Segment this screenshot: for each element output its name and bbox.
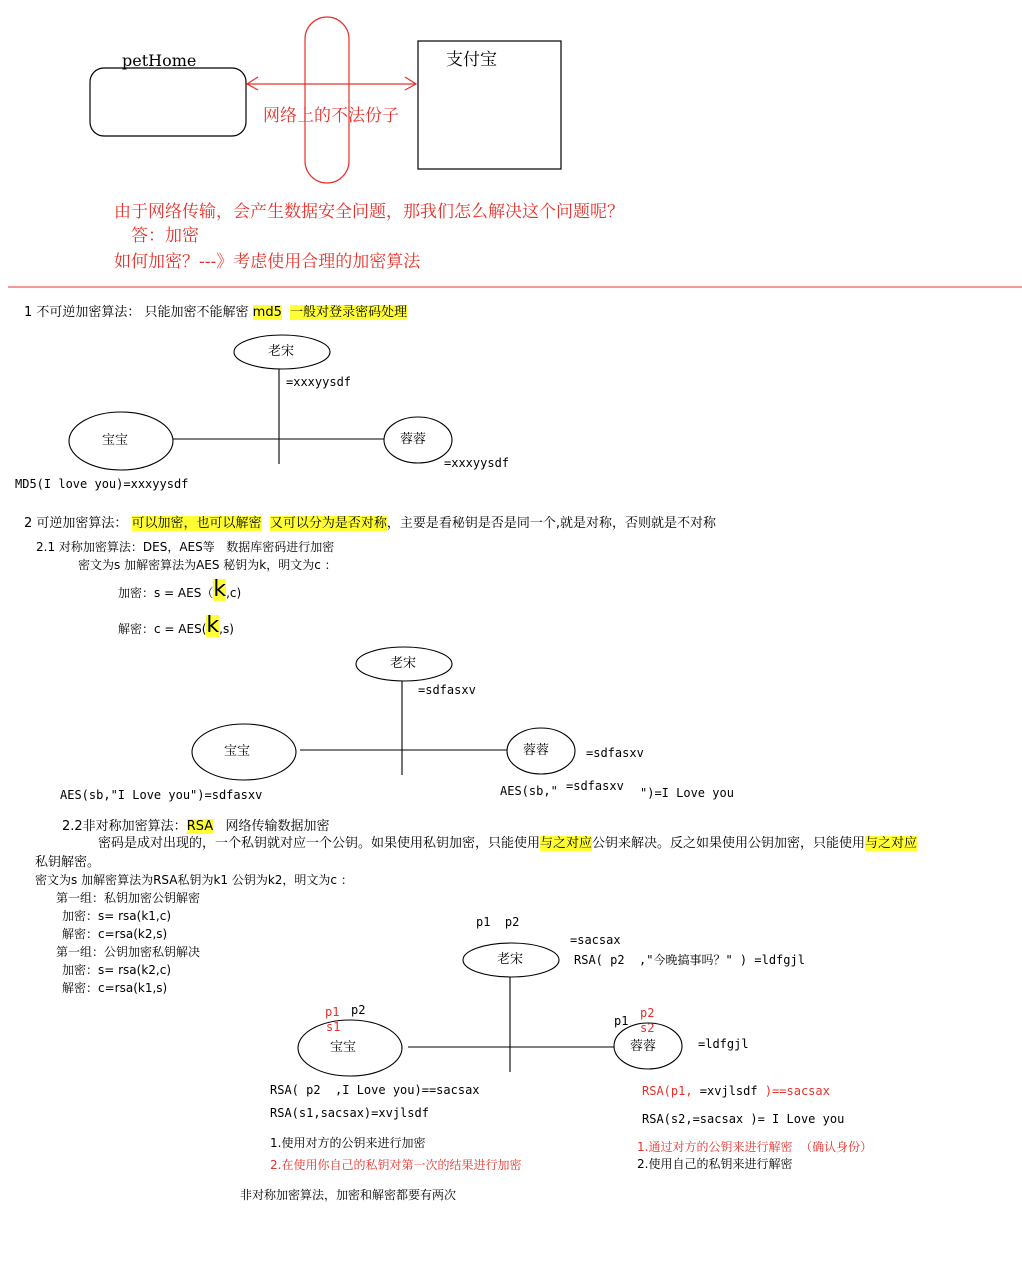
s3-laosong-keys: p1 p2 <box>476 915 520 929</box>
s3-laosong-cipher: =sacsax <box>570 933 621 947</box>
s2-aes-left: AES(sb,"I Love you")=sdfasxv <box>60 788 263 802</box>
s2-enc-post: ,c) <box>226 586 242 600</box>
question-1: 由于网络传输，会产生数据安全问题，那我们怎么解决这个问题呢？ <box>114 202 624 222</box>
s2-aes-right-c: ")=I Love you <box>640 786 734 800</box>
s2-dec-pre: 解密：c = AES( <box>118 622 207 636</box>
s2-sym-title: 2.1 对称加密算法：DES，AES等 数据库密码进行加密 <box>36 540 335 554</box>
s2-title <box>24 517 716 530</box>
s1-rongrong-label: 蓉蓉 <box>400 432 427 447</box>
s3-rongrong-rsa-1 <box>642 1085 830 1097</box>
s1-title-gap <box>282 305 290 320</box>
s2-highlight-1: 可以加密，也可以解密 <box>131 516 262 531</box>
attacker-capsule <box>305 17 349 183</box>
s2-laosong-label: 老宋 <box>390 656 417 671</box>
s3-group-2-enc: 加密：s= rsa(k2,c) <box>62 963 172 977</box>
s3-laosong-rsa: RSA( p2 ,"今晚搞事吗？" ) =ldfgjl <box>574 953 805 967</box>
pethome-box <box>90 68 246 136</box>
s3-rongrong-p1: p1 <box>614 1014 629 1028</box>
s2-enc-pre: 加密：s = AES（ <box>118 586 214 600</box>
s1-hash-right: =xxxyysdf <box>444 456 510 470</box>
s3-baobao-rsa-1: RSA( p2 ,I Love you)==sacsax <box>270 1083 480 1097</box>
s3-group-2-dec: 解密：c=rsa(k1,s) <box>62 981 168 995</box>
s3-group-1: 第一组：私钥加密公钥解密 <box>56 891 201 905</box>
s3-rr-rsa1-c: )==sacsax <box>764 1084 830 1098</box>
s2-aes-right-b: =sdfasxv <box>566 779 624 793</box>
s3-baobao-step-2: 2.在使用你自己的私钥对第一次的结果进行加密 <box>270 1158 522 1172</box>
s3-rongrong-label: 蓉蓉 <box>630 1039 657 1054</box>
s3-rsa-highlight: RSA <box>186 819 214 834</box>
s2-encrypt-formula <box>118 579 241 601</box>
s3-desc-highlight-1: 与之对应 <box>540 836 593 851</box>
s3-desc-highlight-2: 与之对应 <box>865 836 918 851</box>
s3-rongrong-cipher: =ldfgjl <box>698 1037 749 1051</box>
s3-laosong-label: 老宋 <box>497 952 524 967</box>
s3-title <box>62 820 330 833</box>
s3-summary: 非对称加密算法，加密和解密都要有两次 <box>240 1188 457 1202</box>
s3-group-1-enc: 加密：s= rsa(k1,c) <box>62 909 172 923</box>
s3-rongrong-s2: s2 <box>640 1021 655 1035</box>
s3-rongrong-p2: p2 <box>640 1006 655 1020</box>
s2-aes-right-a: AES(sb," <box>500 784 558 798</box>
s3-rongrong-rsa-2: RSA(s2,=sacsax )= I Love you <box>642 1112 845 1126</box>
s2-baobao-label: 宝宝 <box>224 744 251 759</box>
s1-baobao-label: 宝宝 <box>102 433 129 448</box>
s2-enc-key: k <box>213 577 227 602</box>
s1-title-text: 1 不可逆加密算法： 只能加密不能解密 <box>24 305 253 320</box>
s3-desc-3: 密文为s 加解密算法为RSA私钥为k1 公钥为k2，明文为c ： <box>35 873 353 887</box>
s3-desc-1 <box>98 837 917 850</box>
s3-group-2: 第一组：公钥加密私钥解决 <box>56 945 201 959</box>
s3-baobao-rsa-2: RSA(s1,sacsax)=xvjlsdf <box>270 1106 429 1120</box>
s3-title-text: 2.2非对称加密算法： <box>62 819 187 834</box>
answer-1: 答：加密 <box>131 226 199 246</box>
s2-dec-post: ,s) <box>219 622 234 636</box>
s1-title <box>24 306 407 319</box>
s3-baobao-p2: p2 <box>351 1003 366 1017</box>
s2-title-gap <box>262 516 270 531</box>
s3-rr-rsa1-a: RSA(p1, <box>642 1084 693 1098</box>
s2-dec-key: k <box>206 613 220 638</box>
s3-rr-rsa1-b: =xvjlsdf <box>692 1084 765 1098</box>
s3-title-tail: 网络传输数据加密 <box>213 819 330 834</box>
s2-cipher-right: =sdfasxv <box>586 746 644 760</box>
s1-laosong-label: 老宋 <box>268 344 295 359</box>
s2-title-tail: ，主要是看秘钥是否是同一个,就是对称，否则就是不对称 <box>386 516 716 531</box>
s1-md5-highlight: md5 <box>252 305 282 320</box>
s1-use-highlight: 一般对登录密码处理 <box>290 305 408 320</box>
s3-baobao-label: 宝宝 <box>330 1040 357 1055</box>
s3-desc-1-mid: 公钥来解决。反之如果使用公钥加密，只能使用 <box>592 836 866 851</box>
alipay-label: 支付宝 <box>446 50 497 70</box>
s2-cipher-top: =sdfasxv <box>418 683 476 697</box>
question-2: 如何加密？---》考虑使用合理的加密算法 <box>114 252 421 272</box>
s3-baobao-step-1: 1.使用对方的公钥来进行加密 <box>270 1136 426 1150</box>
s3-desc-2: 私钥解密。 <box>35 855 101 870</box>
pethome-label: petHome <box>122 51 197 70</box>
s2-decrypt-formula <box>118 615 234 637</box>
s2-title-text: 2 可逆加密算法： <box>24 516 132 531</box>
s2-sym-desc: 密文为s 加解密算法为AES 秘钥为k，明文为c ： <box>78 558 337 572</box>
s3-baobao-s1: s1 <box>326 1020 341 1034</box>
s2-highlight-2: 又可以分为是否对称 <box>269 516 387 531</box>
s1-hash-top: =xxxyysdf <box>286 375 352 389</box>
s3-rongrong-step-1: 1.通过对方的公钥来进行解密 （确认身份） <box>637 1140 873 1154</box>
s3-baobao-p1: p1 <box>325 1005 340 1019</box>
attacker-label: 网络上的不法份子 <box>263 106 399 126</box>
s3-group-1-dec: 解密：c=rsa(k2,s) <box>62 927 168 941</box>
s2-rongrong-label: 蓉蓉 <box>523 743 550 758</box>
s3-rongrong-step-2: 2.使用自己的私钥来进行解密 <box>637 1157 793 1171</box>
s3-desc-1-text: 密码是成对出现的，一个私钥就对应一个公钥。如果使用私钥加密，只能使用 <box>98 836 541 851</box>
s1-md5-line: MD5(I love you)=xxxyysdf <box>15 477 189 491</box>
